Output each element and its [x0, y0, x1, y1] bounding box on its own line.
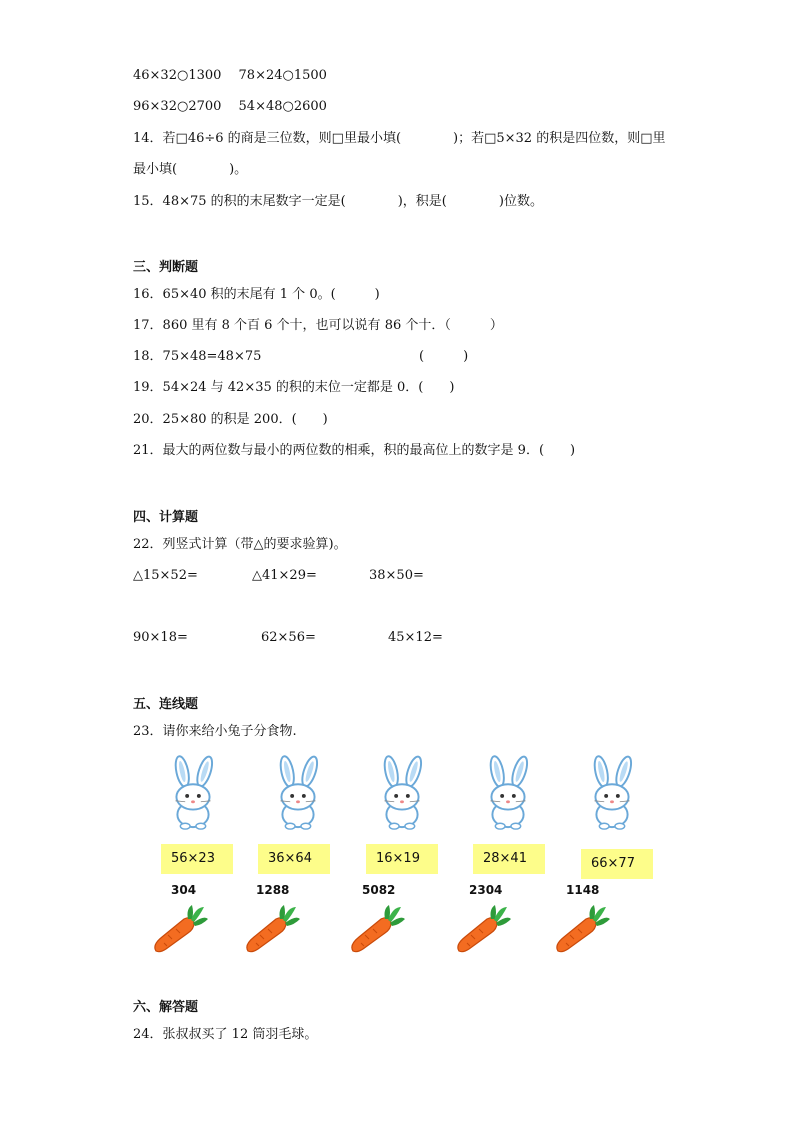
rabbit-icon	[270, 754, 326, 832]
rabbit-icon	[584, 754, 640, 832]
question-24: 24．张叔叔买了 12 筒羽毛球。	[133, 1027, 318, 1042]
question-14-line-1: 14．若□46÷6 的商是三位数，则□里最小填( )；若□5×32 的积是四位数，则□里	[133, 131, 666, 146]
product-label: 1148	[566, 883, 600, 897]
calc-item: 38×50=	[369, 568, 424, 583]
carrot-icon[interactable]	[345, 903, 405, 955]
question-22: 22．列竖式计算（带△的要求验算)。	[133, 537, 347, 552]
question-16: 16．65×40 积的末尾有 1 个 0。( )	[133, 287, 380, 302]
question-15: 15．48×75 的积的末尾数字一定是( )，积是( )位数。	[133, 194, 543, 209]
expression-box[interactable]: 36×64	[258, 844, 330, 874]
product-label: 1288	[256, 883, 290, 897]
question-19: 19．54×24 与 42×35 的积的末位一定都是 0．( )	[133, 380, 455, 395]
expression-box[interactable]: 28×41	[473, 844, 545, 874]
calc-item: 90×18=	[133, 630, 188, 645]
calc-item: 62×56=	[261, 630, 316, 645]
question-23: 23．请你来给小兔子分食物.	[133, 724, 297, 739]
question-18: 18．75×48=48×75	[133, 349, 262, 364]
question-20: 20．25×80 的积是 200．( )	[133, 412, 328, 427]
question-18-paren: ( )	[419, 349, 469, 364]
expression-box[interactable]: 16×19	[366, 844, 438, 874]
rabbit-icon	[374, 754, 430, 832]
question-17: 17．860 里有 8 个百 6 个十，也可以说有 86 个十．（ ）	[133, 318, 503, 333]
question-14-line-2: 最小填( )。	[133, 162, 248, 177]
expression-box[interactable]: 56×23	[161, 844, 233, 874]
carrot-icon[interactable]	[240, 903, 300, 955]
compare-line-1: 46×32○1300 78×24○1500	[133, 68, 327, 83]
calc-item: △15×52=	[133, 568, 198, 583]
section-compute-heading: 四、计算题	[133, 510, 199, 525]
product-label: 304	[171, 883, 197, 897]
rabbit-icon	[480, 754, 536, 832]
calc-item: 45×12=	[388, 630, 443, 645]
section-answer-heading: 六、解答题	[133, 1000, 199, 1015]
section-match-heading: 五、连线题	[133, 697, 199, 712]
question-21: 21．最大的两位数与最小的两位数的相乘，积的最高位上的数字是 9．( )	[133, 443, 576, 458]
rabbit-icon	[165, 754, 221, 832]
carrot-icon[interactable]	[550, 903, 610, 955]
section-judge-heading: 三、判断题	[133, 260, 199, 275]
product-label: 2304	[469, 883, 503, 897]
compare-line-2: 96×32○2700 54×48○2600	[133, 99, 327, 114]
carrot-icon[interactable]	[451, 903, 511, 955]
expression-box[interactable]: 66×77	[581, 849, 653, 879]
calc-item: △41×29=	[252, 568, 317, 583]
product-label: 5082	[362, 883, 396, 897]
carrot-icon[interactable]	[148, 903, 208, 955]
